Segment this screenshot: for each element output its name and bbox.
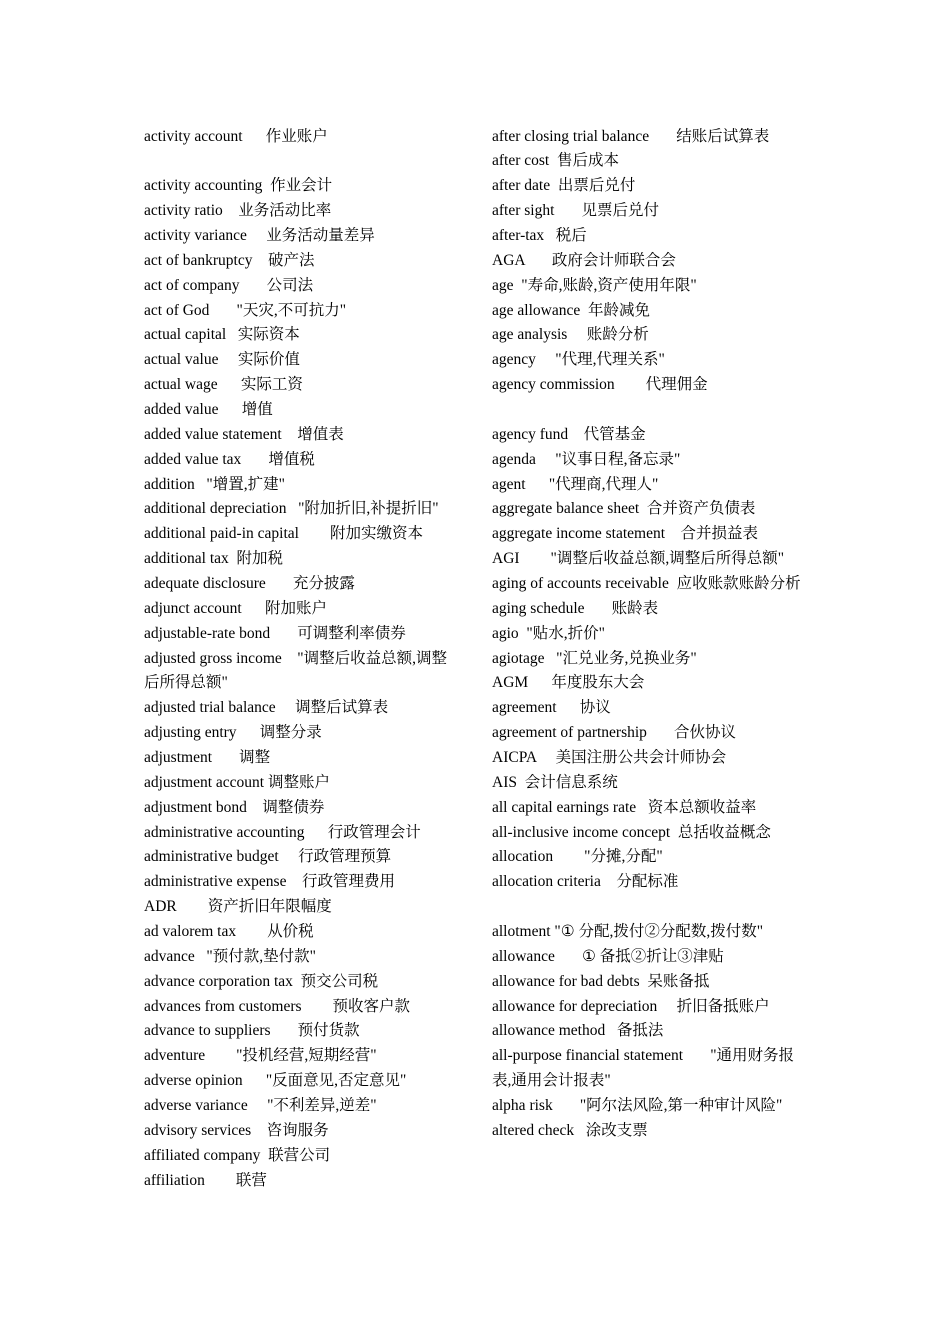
glossary-entry: agreement of partnership 合伙协议 [492,724,737,742]
glossary-entry: adverse opinion "反面意见,否定意见" [144,1072,407,1090]
glossary-entry: actual value 实际价值 [144,351,300,369]
glossary-entry: act of God "天灾,不可抗力" [144,301,347,319]
glossary-entry: additional paid-in capital 附加实缴资本 [144,525,423,543]
glossary-entry: allowance ① 备抵②折让③津贴 [492,947,724,965]
glossary-entry: adventure "投机经营,短期经营" [144,1047,377,1065]
glossary-entry: adjustable-rate bond 可调整利率债券 [144,624,406,642]
glossary-entry: AGA 政府会计师联合会 [492,251,676,269]
glossary-entry: actual capital 实际资本 [144,326,300,344]
glossary-entry: administrative budget 行政管理预算 [144,848,392,866]
glossary-entry [492,398,810,423]
glossary-entry: activity accounting 作业会计 [144,177,333,195]
glossary-entry: additional depreciation "附加折旧,补提折旧" [144,500,439,518]
glossary-entry: age analysis 账龄分析 [492,326,649,344]
glossary-entry: AGI "调整后收益总额,调整后所得总额" [492,550,785,568]
left-column [144,125,462,1194]
glossary-entry: AGM 年度股东大会 [492,674,645,692]
glossary-entry: allocation "分摊,分配" [492,848,663,866]
glossary-entry: activity account 作业账户 [144,127,328,145]
glossary-entry: agiotage "汇兑业务,兑换业务" [492,649,697,667]
glossary-entry: all capital earnings rate 资本总额收益率 [492,798,757,816]
glossary-entry: affiliation 联营 [144,1171,267,1189]
glossary-entry: alpha risk "阿尔法风险,第一种审计风险" [492,1097,783,1115]
glossary-entry: after cost 售后成本 [492,152,619,170]
glossary-entry: activity variance 业务活动量差异 [144,226,375,244]
glossary-entry: adjunct account 附加账户 [144,599,327,617]
glossary-entry: advance to suppliers 预付货款 [144,1022,360,1040]
glossary-entry [492,895,810,920]
glossary-entry: adjusting entry 调整分录 [144,724,322,742]
glossary-entry: affiliated company 联营公司 [144,1146,331,1164]
glossary-entry: AICPA 美国注册公共会计师协会 [492,748,727,766]
glossary-entry: agent "代理商,代理人" [492,475,659,493]
glossary-entry: ad valorem tax 从价税 [144,923,314,940]
glossary-entry: age allowance 年龄减免 [492,301,650,319]
glossary-entry: all-purpose financial statement "通用财务报表,通用会计报表" [492,1047,795,1090]
glossary-entry: added value 增值 [144,400,273,418]
glossary-entry: allocation criteria 分配标准 [492,873,679,891]
glossary-entry: adjustment bond 调整债券 [144,798,325,816]
glossary-entry: advances from customers 预收客户款 [144,997,411,1015]
glossary-entry: adjusted gross income "调整后收益总额,调整后所得总额" [144,649,447,692]
glossary-entry: allowance for bad debts 呆账备抵 [492,972,710,990]
glossary-entry: after sight 见票后兑付 [492,202,660,220]
glossary-entry: adequate disclosure 充分披露 [144,574,355,592]
glossary-entry: adverse variance "不利差异,逆差" [144,1097,377,1115]
right-column [492,125,810,1144]
glossary-entry: aging schedule 账龄表 [492,599,659,617]
glossary-entry: agreement 协议 [492,699,611,717]
glossary-entry: administrative accounting 行政管理会计 [144,823,421,841]
glossary-entry: additional tax 附加税 [144,550,284,568]
glossary-entry: aggregate balance sheet 合并资产负债表 [492,500,756,518]
glossary-entry: advisory services 咨询服务 [144,1121,329,1139]
glossary-entry: aging of accounts receivable 应收账款账龄分析 [492,574,801,592]
glossary-entry: actual wage 实际工资 [144,376,303,394]
glossary-entry: adjusted trial balance 调整后试算表 [144,699,389,717]
glossary-entry: all-inclusive income concept 总括收益概念 [492,823,771,841]
glossary-entry: after date 出票后兑付 [492,177,636,195]
glossary-entry: act of bankruptcy 破产法 [144,251,315,269]
glossary-entry: activity ratio 业务活动比率 [144,202,332,220]
glossary-entry: after-tax 税后 [492,226,587,244]
glossary-entry: addition "增置,扩建" [144,475,285,493]
glossary-entry: aggregate income statement 合并损益表 [492,525,759,543]
glossary-entry: administrative expense 行政管理费用 [144,873,395,891]
glossary-entry [144,149,462,174]
glossary-entry: advance corporation tax 预交公司税 [144,972,379,990]
glossary-entry: agio "贴水,折价" [492,624,605,642]
glossary-entry: agency commission 代理佣金 [492,376,708,394]
glossary-entry: advance "预付款,垫付款" [144,947,316,965]
glossary-entry: AIS 会计信息系统 [492,773,618,791]
glossary-entry: age "寿命,账龄,资产使用年限" [492,276,697,294]
glossary-entry: allowance method 备抵法 [492,1022,664,1040]
glossary-entry: allotment "① 分配,拨付②分配数,拨付数" [492,923,764,940]
glossary-entry: agency "代理,代理关系" [492,351,665,369]
glossary-entry: agency fund 代管基金 [492,425,646,443]
glossary-entry: after closing trial balance 结账后试算表 [492,127,770,145]
glossary-entry: agenda "议事日程,备忘录" [492,450,681,468]
glossary-entry: added value statement 增值表 [144,425,344,443]
glossary-entry: adjustment account 调整账户 [144,773,330,791]
glossary-entry: adjustment 调整 [144,748,271,766]
glossary-entry: allowance for depreciation 折旧备抵账户 [492,997,770,1015]
glossary-entry: ADR 资产折旧年限幅度 [144,898,332,916]
glossary-entry: act of company 公司法 [144,276,314,294]
glossary-entry: altered check 涂改支票 [492,1121,648,1139]
glossary-entry: added value tax 增值税 [144,450,315,468]
